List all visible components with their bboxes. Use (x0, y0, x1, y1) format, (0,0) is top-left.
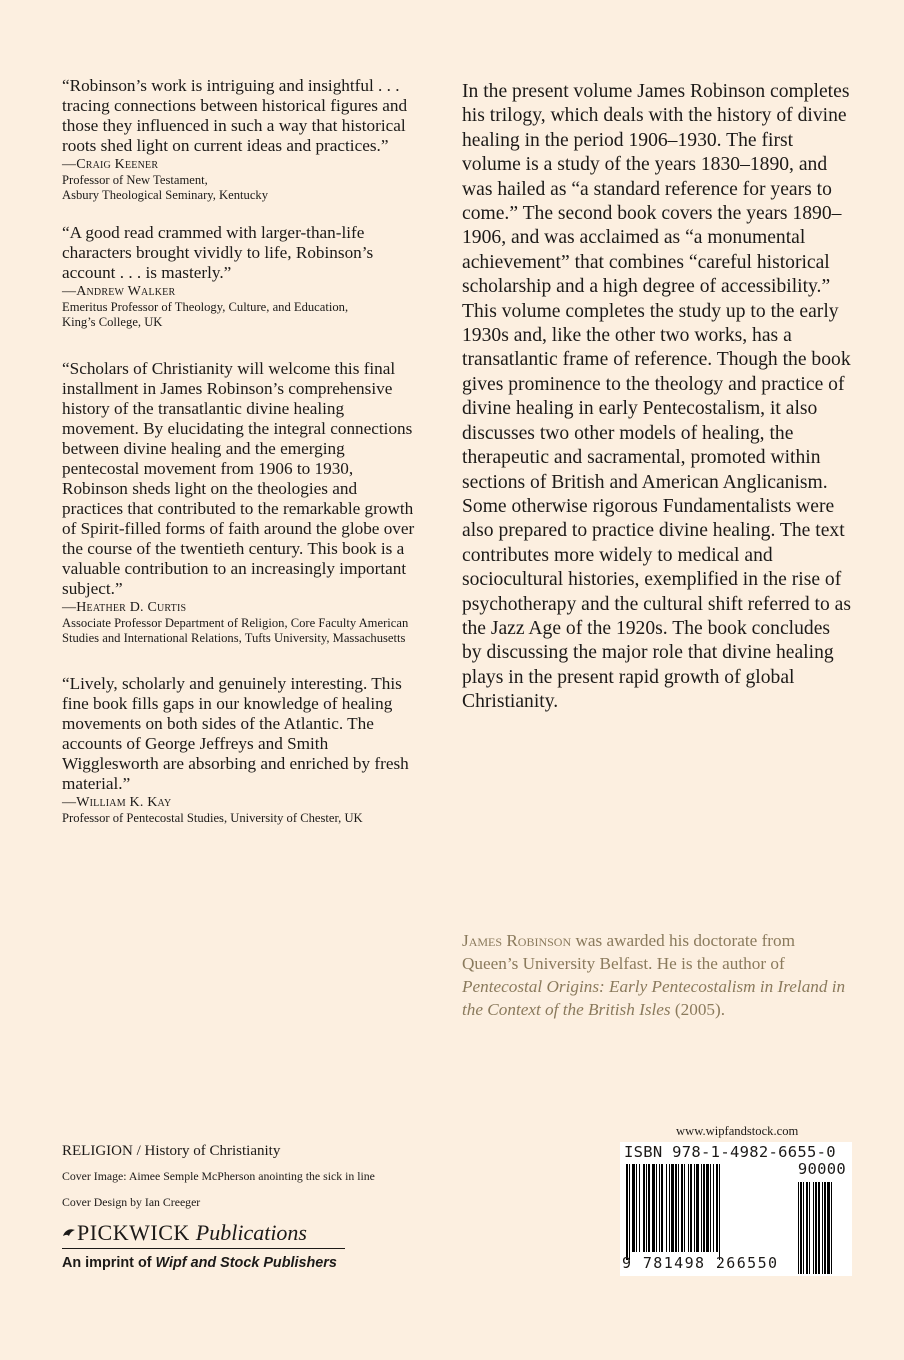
endorsement-quote: “Robinson’s work is intriguing and insightful . . . tracing connections between historical figures and those they influenced in such a way that historical roots shed light on current ideas and practices.” (62, 76, 408, 155)
barcode-bar (688, 1164, 689, 1252)
addon-bar (824, 1182, 826, 1274)
publisher-suffix: Publications (195, 1220, 307, 1245)
barcode-bar (639, 1164, 640, 1252)
description-text: In the present volume James Robinson completes his trilogy, which deals with the history of divine healing in the period 1906–1930. The first volume is a study of the years 1830–1890, and was hailed as “a standard reference for years to come.” The second book covers the years 1890–1906, and was acclaimed as “a monumental achievement” that combines “careful historical scholarship and a high degree of accessibility.” This volume completes the study up to the early 1930s and, like the other two works, has a transatlantic frame of reference. Though the book gives prominence to the theology and practice of divine healing in early Pentecostalism, it also discusses two other models of healing, the therapeutic and sacramental, promoted within sections of British and American Anglicanism. Some otherwise rigorous Fundamentalists were also prepared to practice divine healing. The text contributes more widely to medical and sociocultural histories, exemplified in the rise of psychotherapy and the cultural shift referred to as the Jazz Age of the 1920s. The book concludes by discussing the major role that divine healing plays in the present rapid growth of global Christianity. (462, 81, 852, 713)
barcode-bar (652, 1164, 655, 1252)
barcode-bar (719, 1164, 720, 1260)
barcode-bar (713, 1164, 714, 1252)
endorsement-author: —Heather D. Curtis (62, 600, 187, 615)
endorsement (62, 76, 422, 203)
barcode-bar (696, 1164, 699, 1252)
publisher-name: PICKWICK (77, 1220, 190, 1245)
barcode-bar (626, 1164, 628, 1260)
endorsement-quote: “A good read crammed with larger-than-life characters brought vividly to life, Robinson’s account . . . is masterly.” (62, 223, 374, 282)
endorsement (62, 359, 422, 646)
subject-category: RELIGION / History of Christianity (62, 1143, 281, 1159)
barcode-bar (681, 1164, 683, 1252)
previous-book-title: Pentecostal Origins: Early Pentecostalism in Ireland in the Context of the British Isles (462, 977, 846, 1019)
barcode-bar (675, 1164, 677, 1252)
endorsement-quote: “Scholars of Christianity will welcome this final installment in James Robinson’s comprehensive history of the transatlantic divine healing movement. By elucidating the integral connections between divine healing and the emerging pentecostal movement from 1906 to 1930, Robinson sheds light on the theologies and practices that contributed to the remarkable growth of Spirit-filled forms of faith around the globe over the course of the twentieth century. This book is a valuable contribution to an increasingly important subject.” (62, 359, 415, 598)
barcode-bar (671, 1164, 674, 1252)
book-description (462, 80, 854, 715)
barcode-bar (716, 1164, 718, 1252)
endorsement-affiliation: Associate Professor Department of Religion, Core Faculty American Studies and International Relations, Tufts University, Massachusetts (62, 616, 409, 645)
barcode-bar (703, 1164, 705, 1252)
barcode-bar (666, 1164, 667, 1252)
endorsement-author: —Craig Keener (62, 157, 159, 172)
price-addon-code: 90000 (797, 1160, 846, 1178)
barcode-bar (701, 1164, 702, 1252)
author-name: James Robinson (462, 931, 572, 950)
barcode-bar (646, 1164, 647, 1252)
barcode-bar (632, 1164, 635, 1252)
imprint-line: An imprint of Wipf and Stock Publishers (62, 1255, 337, 1271)
barcode-bar (694, 1164, 695, 1252)
ean-digits: 9 781498 266550 (622, 1254, 779, 1272)
addon-bar (803, 1182, 804, 1274)
endorsement (62, 223, 422, 330)
barcode-bar (643, 1164, 645, 1252)
addon-bar (831, 1182, 832, 1274)
endorsement (62, 674, 422, 826)
endorsement-affiliation: Emeritus Professor of Theology, Culture, and Education, (62, 300, 349, 314)
pickwick-bird-icon (62, 1226, 76, 1240)
endorsement-affiliation: Professor of New Testament, (62, 173, 208, 187)
addon-bar (800, 1182, 802, 1274)
endorsements-column (62, 76, 422, 848)
addon-bar (822, 1182, 823, 1274)
publisher-website: www.wipfandstock.com (676, 1124, 799, 1138)
addon-bar (818, 1182, 820, 1274)
barcode-bar (661, 1164, 663, 1252)
barcode-bar (636, 1164, 637, 1252)
endorsement-affiliation: Professor of Pentecostal Studies, University of Chester, UK (62, 811, 363, 825)
barcode-bar (710, 1164, 711, 1252)
isbn-barcode (620, 1142, 852, 1276)
addon-bar (809, 1182, 810, 1274)
endorsement-affiliation: King’s College, UK (62, 315, 163, 329)
author-bio: James Robinson was awarded his doctorate from Queen’s University Belfast. He is the author of Pentecostal Origins: Early Pentecostalism in Ireland in the Context of the British Isles (2005). (462, 931, 846, 1019)
barcode-bar (690, 1164, 692, 1252)
barcode-bar (659, 1164, 660, 1252)
endorsement-quote: “Lively, scholarly and genuinely interesting. This fine book fills gaps in our knowledge of healing movements on both sides of the Atlantic. The accounts of George Jeffreys and Smith Wigglesworth are absorbing and enriched by fresh material.” (62, 674, 409, 793)
addon-bar (815, 1182, 817, 1274)
addon-bar (806, 1182, 808, 1274)
publisher-logo (62, 1221, 345, 1249)
barcode-bar (678, 1164, 679, 1252)
endorsement-author: —William K. Kay (62, 795, 172, 810)
barcode-bar (629, 1164, 630, 1260)
cover-image-credit: Cover Image: Aimee Semple McPherson anointing the sick in line (62, 1169, 375, 1183)
barcode-bar (706, 1164, 709, 1252)
endorsement-author: —Andrew Walker (62, 284, 176, 299)
cover-design-credit: Cover Design by Ian Creeger (62, 1195, 201, 1209)
addon-bar (827, 1182, 830, 1274)
endorsement-affiliation: Asbury Theological Seminary, Kentucky (62, 188, 269, 202)
barcode-bar (669, 1164, 670, 1252)
barcode-bar (656, 1164, 657, 1252)
publishing-info (62, 1141, 442, 1271)
addon-bar (813, 1182, 814, 1274)
barcode-bar (648, 1164, 650, 1252)
addon-bar (798, 1182, 799, 1274)
isbn-label: ISBN 978-1-4982-6655-0 (624, 1143, 836, 1161)
barcode-bar (684, 1164, 685, 1252)
